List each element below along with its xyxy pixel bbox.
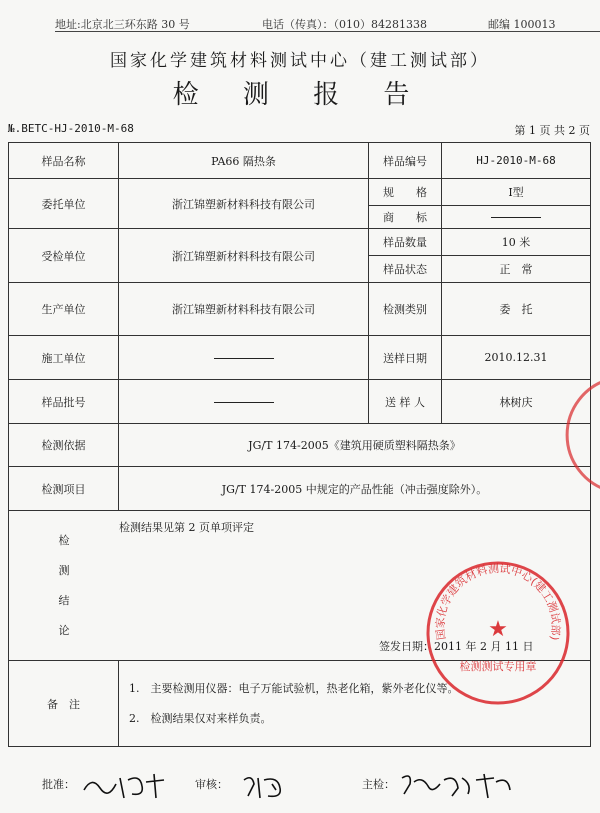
report-title: 检 测 报 告 <box>172 80 428 110</box>
phone: 电话（传真）：（010）84281338 <box>262 18 427 31</box>
page-info: 第 1 页 共 2 页 <box>514 124 590 137</box>
review-label: 审核： <box>195 778 228 791</box>
approver-signature <box>80 770 170 802</box>
table-row <box>9 179 591 206</box>
brand-label: 商 标 <box>369 206 442 229</box>
postcode: 邮编 100013 <box>488 18 556 31</box>
seal-center-text: 检测测试专用章 <box>459 660 537 673</box>
client-value: 浙江锦塑新材料科技有限公司 <box>119 179 369 229</box>
sample-no-label: 样品编号 <box>369 143 442 179</box>
empty-dash <box>491 217 541 218</box>
table-row <box>9 380 591 424</box>
producer-label: 生产单位 <box>9 283 119 336</box>
table-row <box>9 143 591 179</box>
status-value: 正 常 <box>442 256 591 283</box>
batch-value <box>119 380 369 424</box>
test-type-label: 检测类别 <box>369 283 442 336</box>
table-row <box>9 424 591 467</box>
empty-dash <box>214 402 274 403</box>
note-1: 1. 主要检测用仪器：电子万能试验机，热老化箱，紫外老化仪等。 <box>129 681 459 695</box>
test-type-value: 委 托 <box>442 283 591 336</box>
construction-value <box>119 336 369 380</box>
batch-label: 样品批号 <box>9 380 119 424</box>
client-label: 委托单位 <box>9 179 119 229</box>
organization-name: 国家化学建筑材料测试中心（建工测试部） <box>110 51 490 71</box>
items-value: JG/T 174-2005 中规定的产品性能（冲击强度除外）。 <box>119 467 591 511</box>
report-number: №.BETC-HJ-2010-M-68 <box>8 122 134 135</box>
basis-label: 检测依据 <box>9 424 119 467</box>
conclusion-text: 检测结果见第 2 页单项评定 <box>119 521 254 534</box>
inspector-label: 主检： <box>362 778 395 791</box>
inspected-value: 浙江锦塑新材料科技有限公司 <box>119 229 369 283</box>
conclusion-label: 检测结论 <box>58 533 70 637</box>
seal-star-icon: ★ <box>488 617 508 642</box>
reviewer-signature <box>238 770 308 802</box>
qty-label: 样品数量 <box>369 229 442 256</box>
inspector-signature <box>398 770 518 802</box>
sample-no-value: HJ-2010-M-68 <box>442 143 591 179</box>
inspected-label: 受检单位 <box>9 229 119 283</box>
empty-dash <box>214 358 274 359</box>
qty-value: 10 米 <box>442 229 591 256</box>
producer-value: 浙江锦塑新材料科技有限公司 <box>119 283 369 336</box>
header-rule <box>55 31 600 32</box>
issue-date: 签发日期：2011 年 2 月 11 日 <box>379 640 534 653</box>
sample-name-label: 样品名称 <box>9 143 119 179</box>
table-row <box>9 283 591 336</box>
construction-label: 施工单位 <box>9 336 119 380</box>
brand-value <box>442 206 591 229</box>
partial-seal <box>560 375 600 495</box>
items-label: 检测项目 <box>9 467 119 511</box>
spec-value: I型 <box>442 179 591 206</box>
seal-ring-text: 国家化学建筑材料测试中心(建工测试部) <box>433 562 563 642</box>
table-row <box>9 229 591 256</box>
signature-footer <box>0 770 600 800</box>
table-row <box>9 336 591 380</box>
send-date-label: 送样日期 <box>369 336 442 380</box>
sender-label: 送 样 人 <box>369 380 442 424</box>
send-date-value: 2010.12.31 <box>442 336 591 380</box>
note-2: 2. 检测结果仅对来样负责。 <box>129 711 272 725</box>
official-seal <box>425 560 571 706</box>
sender-value: 林树庆 <box>442 380 591 424</box>
address: 地址:北京北三环东路 30 号 <box>55 18 190 31</box>
approve-label: 批准： <box>42 778 75 791</box>
sample-name-value: PA66 隔热条 <box>119 143 369 179</box>
basis-value: JG/T 174-2005《建筑用硬质塑料隔热条》 <box>119 424 591 467</box>
table-row <box>9 467 591 511</box>
notes-label: 备 注 <box>9 661 119 747</box>
header-contact-line <box>0 14 600 34</box>
spec-label: 规 格 <box>369 179 442 206</box>
status-label: 样品状态 <box>369 256 442 283</box>
